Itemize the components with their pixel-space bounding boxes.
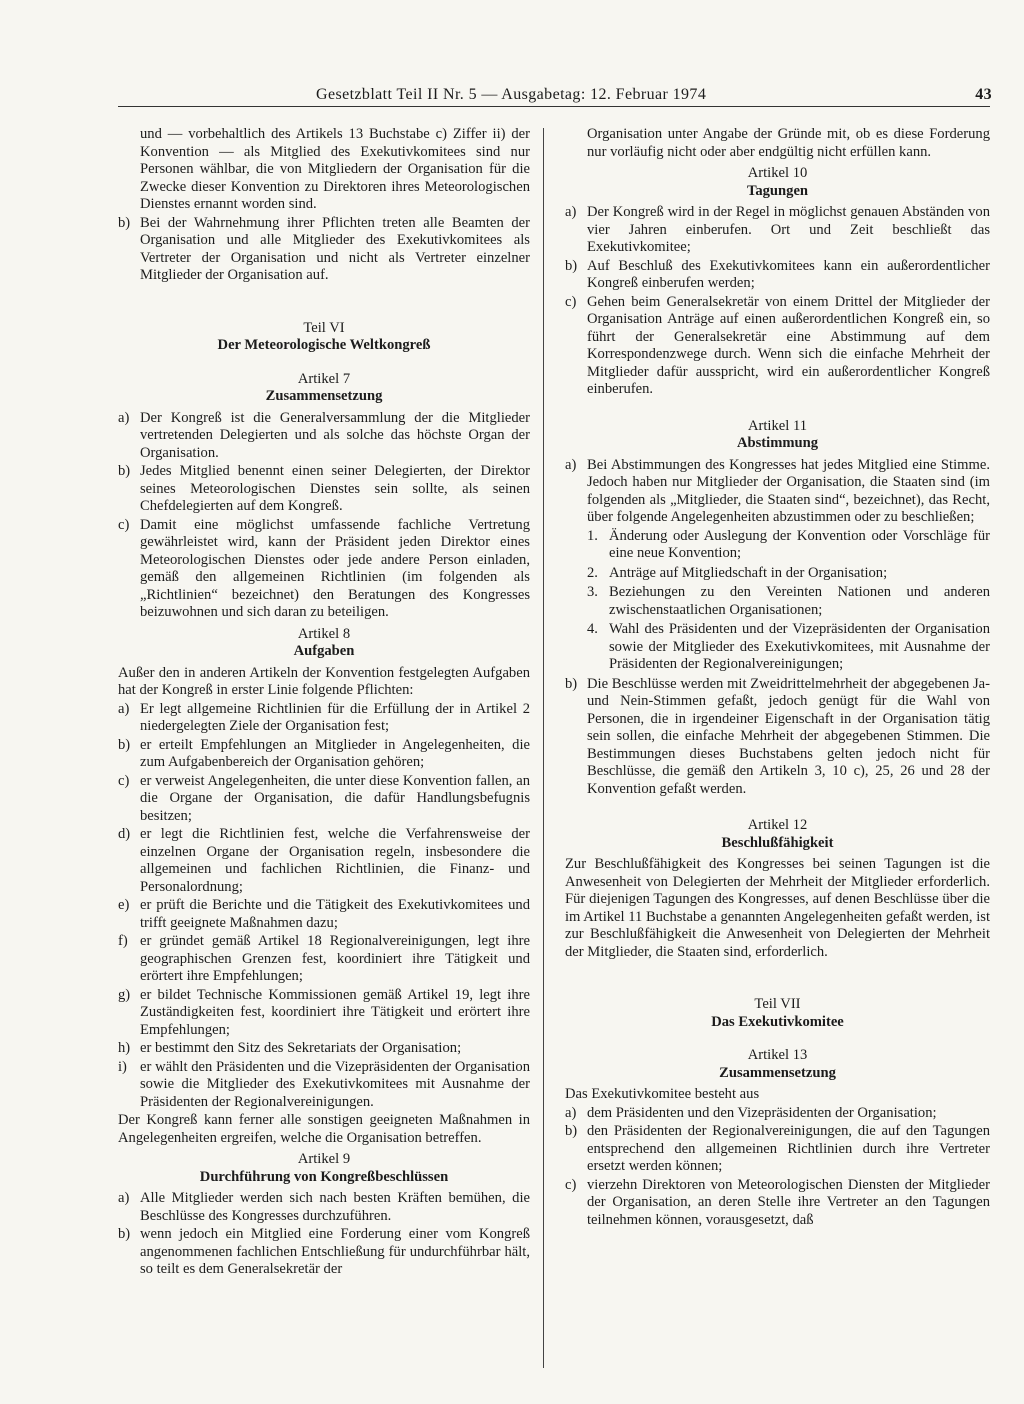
- header-title: Gesetzblatt Teil II Nr. 5 — Ausgabetag: 12. Februar 1974: [316, 86, 707, 103]
- article-13-list: [565, 1105, 990, 1230]
- list-item: [587, 621, 990, 674]
- item-text: er bildet Technische Kommissionen gemäß Artikel 19, legt ihre Zuständigkeiten fest, koordiniert ihre Tätigkeit und erörtert ihre Empfehlungen;: [140, 986, 530, 1038]
- item-text: wenn jedoch ein Mitglied eine Forderung einer vom Kongreß angenommenen fachlichen Entschließung für undurchführbar hält, so teilt es dem Generalsekretär der: [140, 1226, 530, 1277]
- item-label: c): [565, 293, 577, 310]
- right-column: [565, 126, 990, 1230]
- item-text: er prüft die Berichte und die Tätigkeit des Exekutivkomitees und trifft geeignete Maßnahmen dazu;: [140, 897, 530, 931]
- part-heading: Teil VII: [754, 996, 801, 1012]
- list-item: [118, 826, 530, 896]
- page-header: [118, 80, 992, 108]
- list-item: [118, 1040, 530, 1058]
- item-label: c): [118, 516, 130, 533]
- list-item: [587, 565, 990, 583]
- item-text: er legt die Richtlinien fest, welche die Verfahrensweise der einzelnen Organe der Organisation regeln, insbesondere die allgemeinen und fachlichen Richtlinien, die Finanz- und Personalordnung;: [140, 826, 530, 895]
- item-text: Beziehungen zu den Vereinten Nationen und anderen zwischenstaatlichen Organisationen;: [609, 584, 990, 618]
- item-text: Er legt allgemeine Richtlinien für die Erfüllung der in Artikel 2 niedergelegten Ziele der Organisation fest;: [140, 700, 530, 734]
- item-label: a): [118, 409, 130, 426]
- list-item: [118, 737, 530, 772]
- article-title: Aufgaben: [293, 643, 355, 659]
- item-text: vierzehn Direktoren von Meteorologischen Diensten der Mitglieder der Organisation, an deren Stelle ihre Vertreter an den Tagungen teilnehmen können, vorausgesetzt, daß: [587, 1176, 990, 1228]
- item-text: den Präsidenten der Regionalvereinigungen, die auf den Tagungen entsprechend den allgemeinen Richtlinien durch ihre Vertreter ersetzt werden können;: [587, 1123, 990, 1174]
- item-text: Bei Abstimmungen des Kongresses hat jedes Mitglied eine Stimme. Jedoch haben nur Mitglieder der Organisation, die Staaten sind (im folgenden als „Mitglieder, die Staaten sind“, bezeichnet), das Recht, über folgende Angelegenheiten abzustimmen oder zu beschließen;: [587, 456, 990, 525]
- list-item: [565, 1105, 990, 1123]
- list-item: [118, 517, 530, 622]
- item-text: Jedes Mitglied benennt einen seiner Delegierten, der Direktor seines Meteorologischen Dienstes sein sollte, als seinen Chefdelegierten auf dem Kongreß.: [140, 463, 530, 514]
- item-text: dem Präsidenten und den Vizepräsidenten der Organisation;: [587, 1104, 937, 1121]
- list-item: [587, 528, 990, 563]
- item-text: er wählt den Präsidenten und die Vizepräsidenten der Organisation sowie die Mitglieder des Exekutivkomitees mit Ausnahme der Präsidenten der Regionalvereinigungen.: [140, 1058, 530, 1110]
- item-label: b): [118, 736, 131, 753]
- header-rule: [118, 106, 990, 107]
- item-label: d): [118, 826, 131, 842]
- article-intro: Außer den in anderen Artikeln der Konvention festgelegten Aufgaben hat der Kongreß in erster Linie folgende Pflichten:: [118, 664, 530, 698]
- item-label: 2.: [587, 564, 598, 581]
- item-label: 4.: [587, 621, 598, 637]
- item-label: b): [118, 1226, 131, 1242]
- item-text: Gehen beim Generalsekretär von einem Drittel der Mitglieder der Organisation Anträge auf einen außerordentlichen Kongreß ein, so führt der Generalsekretär eine Abstimmung auf dem Korrespondenzwege durch. Wenn sich die einfache Mehrheit der Mitglieder dafür ausspricht, wird ein außerordentlicher Kongreß einberufen.: [587, 293, 990, 397]
- list-item: [118, 773, 530, 826]
- item-label: b): [565, 257, 578, 274]
- item-label: b): [118, 214, 131, 231]
- item-text: er verweist Angelegenheiten, die unter diese Konvention fallen, an die Organe der Organisation, die dafür Handlungsbefugnis besitzen;: [140, 772, 530, 824]
- list-item: [118, 1226, 530, 1279]
- item-label: e): [118, 897, 130, 913]
- item-label: 3.: [587, 584, 598, 600]
- intro-continuation: und — vorbehaltlich des Artikels 13 Buchstabe c) Ziffer ii) der Konvention — als Mitglied des Exekutivkomitees sind nur Personen wählbar, die von Mitgliedern der Organisation für die Zwecke dieser Konvention zu Direktoren ihres Meteorologischen Dienstes ernannt worden sind.: [140, 126, 530, 212]
- article-closing: Der Kongreß kann ferner alle sonstigen geeigneten Maßnahmen in Angelegenheiten ergreifen, welche die Organisation betreffen.: [118, 1112, 530, 1146]
- item-text: Auf Beschluß des Exekutivkomitees kann ein außerordentlicher Kongreß einberufen werden;: [587, 257, 990, 291]
- part-title: Das Exekutivkomitee: [711, 1013, 844, 1030]
- list-item: [118, 463, 530, 516]
- item-text: Der Kongreß wird in der Regel in möglichst genauen Abständen von vier Jahren einberufen. Ort und Zeit beschließt das Exekutivkomitee;: [587, 204, 990, 255]
- column-divider: [543, 128, 544, 1368]
- list-item: [118, 701, 530, 736]
- article-8-list: [118, 701, 530, 1112]
- item-text: er erteilt Empfehlungen an Mitglieder in Angelegenheiten, die zum Aufgabenbereich der Organisation gehören;: [140, 736, 530, 770]
- article-11-numbered-list: [565, 528, 990, 674]
- page-number: 43: [975, 86, 992, 103]
- item-label: f): [118, 933, 128, 949]
- item-text: Wahl des Präsidenten und der Vizepräsidenten der Organisation sowie der Mitglieder des Exekutivkomitees, mit Ausnahme der Präsidenten der Regionalvereinigungen;: [609, 621, 990, 672]
- article-title: Abstimmung: [736, 435, 819, 451]
- item-label: a): [118, 1190, 130, 1206]
- item-text: Damit eine möglichst umfassende fachliche Vertretung gewährleistet wird, kann der Präsident jeden Direktor eines Meteorologischen Dienstes oder jede andere Person einladen, gemäß den allgemeinen Richtlinien (im folgenden als „Richtlinien“ bezeichnet) den Beratungen des Kongresses beizuwohnen und sich daran zu beteiligen.: [140, 516, 530, 620]
- item-label: a): [565, 204, 577, 220]
- list-item: [565, 204, 990, 257]
- item-label: h): [118, 1040, 131, 1056]
- list-item: [118, 410, 530, 463]
- list-item: [118, 215, 530, 285]
- list-item: [565, 457, 990, 527]
- item-label: b): [118, 463, 131, 479]
- article-heading: Artikel 12: [747, 817, 808, 833]
- article-7-list: [118, 410, 530, 622]
- item-label: c): [118, 772, 130, 789]
- article-heading: Artikel 13: [747, 1047, 808, 1063]
- left-column: [118, 126, 530, 1280]
- item-text: Die Beschlüsse werden mit Zweidrittelmehrheit der abgegebenen Ja- und Nein-Stimmen gefaßt, jedoch genügt für die Wahl von Personen, die in irgendeiner Eigenschaft in der Organisation tätig sein sollen, die einfache Mehrheit der abgegebenen Stimmen. Die Bestimmungen dieses Buchstabens gelten jedoch nicht für Beschlüsse, die gemäß den Artikeln 3, 10 c), 25, 26 und 28 der Konvention gefaßt werden.: [587, 675, 990, 797]
- item-text: er bestimmt den Sitz des Sekretariats der Organisation;: [140, 1040, 462, 1056]
- item-label: c): [565, 1176, 577, 1193]
- item-label: a): [565, 456, 577, 473]
- article-9-list: [118, 1190, 530, 1279]
- list-item: [565, 676, 990, 799]
- article-heading: Artikel 11: [747, 417, 808, 434]
- list-item: [565, 294, 990, 399]
- article-title: Beschlußfähigkeit: [721, 834, 834, 851]
- item-label: a): [118, 700, 130, 717]
- article-heading: Artikel 9: [297, 1151, 351, 1167]
- item-text: Änderung oder Auslegung der Konvention oder Vorschläge für eine neue Konvention;: [609, 527, 990, 561]
- article-title: Tagungen: [746, 182, 809, 199]
- list-item: [587, 584, 990, 619]
- list-item: [118, 1190, 530, 1225]
- article-9-continuation: Organisation unter Angabe der Gründe mit, ob es diese Forderung nur vorläufig nicht oder aber endgültig nicht erfüllen kann.: [587, 126, 990, 160]
- item-label: 1.: [587, 527, 598, 544]
- item-label: i): [118, 1058, 127, 1075]
- part-title: Der Meteorologische Weltkongreß: [217, 337, 431, 353]
- article-text: Zur Beschlußfähigkeit des Kongresses bei seinen Tagungen ist die Anwesenheit von Delegierten der Mehrheit der Mitglieder erforderlich. Für diejenigen Tagungen des Kongresses, auf denen Beschlüsse über die im Artikel 11 Buchstabe a genannten Angelegenheiten gefaßt werden, ist zur Beschlußfähigkeit die Anwesenheit von Delegierten der Mehrheit der Mitglieder, die Staaten sind, erforderlich.: [565, 856, 990, 960]
- item-label: a): [565, 1104, 577, 1121]
- article-10-list: [565, 204, 990, 399]
- list-item: [118, 1059, 530, 1112]
- article-title: Zusammensetzung: [265, 388, 383, 404]
- article-heading: Artikel 8: [297, 625, 351, 642]
- item-label: b): [565, 675, 578, 692]
- list-item: [118, 897, 530, 932]
- list-item: [565, 1123, 990, 1176]
- item-text: Alle Mitglieder werden sich nach besten Kräften bemühen, die Beschlüsse des Kongresses durchzuführen.: [140, 1190, 530, 1224]
- item-text: Der Kongreß ist die Generalversammlung der die Mitglieder vertretenden Delegierten und als solche das höchste Organ der Organisation.: [140, 409, 530, 461]
- item-text: er gründet gemäß Artikel 18 Regionalvereinigungen, legt ihre geographischen Grenzen fest, koordiniert ihre Tätigkeit und erörtert ihre Empfehlungen;: [140, 933, 530, 984]
- list-item: [118, 933, 530, 986]
- item-label: b): [565, 1123, 578, 1139]
- list-item: [565, 258, 990, 293]
- article-title: Durchführung von Kongreßbeschlüssen: [199, 1168, 449, 1185]
- list-item: [565, 1177, 990, 1230]
- item-label: g): [118, 986, 131, 1003]
- article-title: Zusammensetzung: [719, 1064, 836, 1081]
- item-text: Bei der Wahrnehmung ihrer Pflichten treten alle Beamten der Organisation und alle Mitglieder des Exekutivkomitees als Vertreter der Organisation und nicht als Vertreter einzelner Mitglieder der Organisation auf.: [140, 214, 530, 283]
- article-heading: Artikel 10: [747, 165, 808, 181]
- item-text: Anträge auf Mitgliedschaft in der Organisation;: [609, 564, 888, 581]
- article-heading: Artikel 7: [297, 370, 351, 387]
- list-item: [118, 987, 530, 1040]
- part-heading: Teil VI: [303, 319, 345, 336]
- article-intro: Das Exekutivkomitee besteht aus: [565, 1086, 760, 1102]
